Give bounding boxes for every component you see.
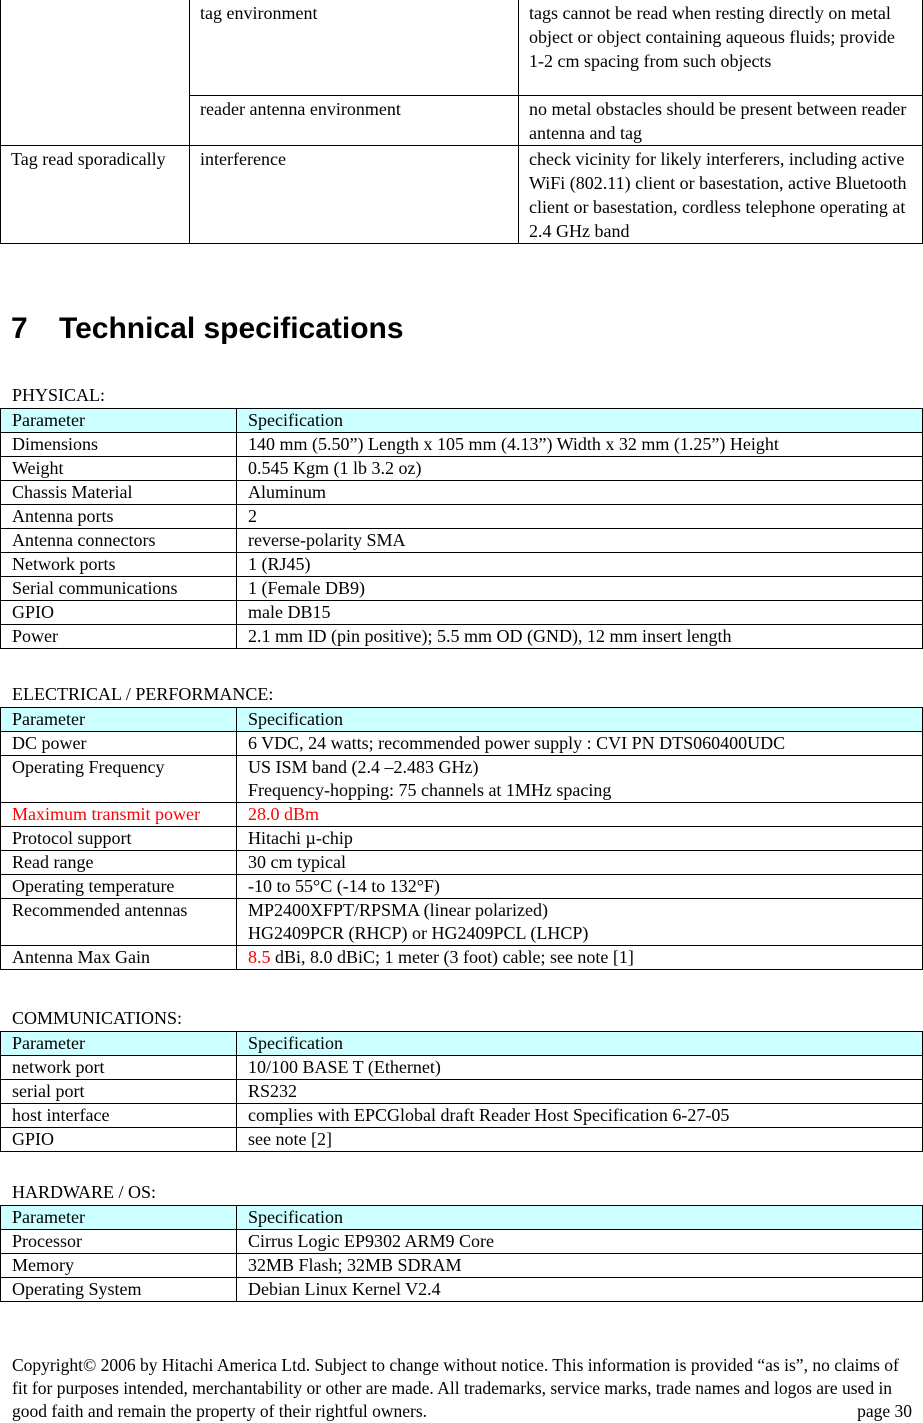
spec-cell: 6 VDC, 24 watts; recommended power supply : CVI PN DTS060400UDC: [237, 732, 923, 756]
header-specification: Specification: [237, 1032, 923, 1056]
table-row: [1, 1128, 923, 1152]
param-cell: GPIO: [1, 601, 237, 625]
hardware-table: [0, 1205, 923, 1302]
spec-cell: male DB15: [237, 601, 923, 625]
copyright-notice: Copyright© 2006 by Hitachi America Ltd. Subject to change without notice. This information is provided “as is”, no claims of fit for purposes intended, merchantability or other are made. All trademarks, service marks, trade names and logos are used in good faith and remain the property of their rightful owners.: [12, 1355, 899, 1421]
spec-cell: 10/100 BASE T (Ethernet): [237, 1056, 923, 1080]
table-row: [1, 756, 923, 803]
table-header: [1, 1206, 923, 1230]
spec-cell: reverse-polarity SMA: [237, 529, 923, 553]
param-cell: Operating Frequency: [1, 756, 237, 803]
spec-cell: RS232: [237, 1080, 923, 1104]
table-row: [1, 732, 923, 756]
param-cell: Antenna ports: [1, 505, 237, 529]
param-cell: Dimensions: [1, 433, 237, 457]
section-number: 7: [11, 312, 28, 345]
spec-cell: 2: [237, 505, 923, 529]
spec-cell: 30 cm typical: [237, 851, 923, 875]
param-cell: Operating temperature: [1, 875, 237, 899]
gain-rest: dBi, 8.0 dBiC; 1 meter (3 foot) cable; see note [1]: [270, 947, 634, 967]
cause-cell: interference: [190, 146, 519, 244]
table-header: [1, 708, 923, 732]
param-cell: Power: [1, 625, 237, 649]
action-cell: tags cannot be read when resting directly on metal object or object containing aqueous fluids; provide 1-2 cm spacing from such objects: [519, 0, 923, 96]
physical-label: PHYSICAL:: [12, 385, 106, 405]
param-cell: Read range: [1, 851, 237, 875]
header-parameter: Parameter: [1, 409, 237, 433]
param-cell: GPIO: [1, 1128, 237, 1152]
symptom-cell: [1, 0, 190, 146]
table-row: [1, 457, 923, 481]
table-row: [1, 851, 923, 875]
header-specification: Specification: [237, 708, 923, 732]
spec-line: Frequency-hopping: 75 channels at 1MHz spacing: [248, 780, 612, 800]
spec-cell: Aluminum: [237, 481, 923, 505]
param-cell: Maximum transmit power: [1, 803, 237, 827]
spec-cell: 1 (RJ45): [237, 553, 923, 577]
spec-cell: 32MB Flash; 32MB SDRAM: [237, 1254, 923, 1278]
cause-cell: reader antenna environment: [190, 96, 519, 146]
table-row: [1, 553, 923, 577]
table-row: [1, 803, 923, 827]
param-cell: Network ports: [1, 553, 237, 577]
table-row: [1, 1080, 923, 1104]
table-row: [1, 625, 923, 649]
table-row: [1, 946, 923, 970]
table-row: [1, 433, 923, 457]
electrical-label: ELECTRICAL / PERFORMANCE:: [12, 684, 274, 704]
header-parameter: Parameter: [1, 1206, 237, 1230]
header-specification: Specification: [237, 409, 923, 433]
param-cell: Antenna connectors: [1, 529, 237, 553]
spec-cell: [237, 899, 923, 946]
param-cell: Protocol support: [1, 827, 237, 851]
table-row: [1, 601, 923, 625]
spec-cell: Debian Linux Kernel V2.4: [237, 1278, 923, 1302]
spec-cell: -10 to 55°C (-14 to 132°F): [237, 875, 923, 899]
header-parameter: Parameter: [1, 708, 237, 732]
spec-cell: 28.0 dBm: [237, 803, 923, 827]
table-row: [1, 481, 923, 505]
table-row: [1, 899, 923, 946]
spec-cell: complies with EPCGlobal draft Reader Host Specification 6-27-05: [237, 1104, 923, 1128]
symptom-cell: Tag read sporadically: [1, 146, 190, 244]
action-cell: check vicinity for likely interferers, including active WiFi (802.11) client or basestation, active Bluetooth client or basestation, cordless telephone operating at 2.4 GHz band: [519, 146, 923, 244]
spec-cell: Cirrus Logic EP9302 ARM9 Core: [237, 1230, 923, 1254]
spec-cell: 0.545 Kgm (1 lb 3.2 oz): [237, 457, 923, 481]
table-header: [1, 409, 923, 433]
param-cell: Weight: [1, 457, 237, 481]
spec-line: HG2409PCR (RHCP) or HG2409PCL (LHCP): [248, 923, 589, 943]
table-row: [1, 577, 923, 601]
table-row: [1, 827, 923, 851]
physical-table: [0, 408, 923, 649]
hardware-label: HARDWARE / OS:: [12, 1182, 157, 1202]
param-cell: Operating System: [1, 1278, 237, 1302]
param-cell: serial port: [1, 1080, 237, 1104]
param-cell: Processor: [1, 1230, 237, 1254]
electrical-table: [0, 707, 923, 970]
communications-table: [0, 1031, 923, 1152]
table-row: [1, 1278, 923, 1302]
table-row: [1, 146, 923, 244]
spec-cell: 1 (Female DB9): [237, 577, 923, 601]
spec-cell: Hitachi µ-chip: [237, 827, 923, 851]
table-header: [1, 1032, 923, 1056]
table-row: [1, 529, 923, 553]
page-footer: [12, 1354, 912, 1423]
header-specification: Specification: [237, 1206, 923, 1230]
gain-value: 8.5: [248, 947, 271, 967]
param-cell: Serial communications: [1, 577, 237, 601]
spec-line: MP2400XFPT/RPSMA (linear polarized): [248, 900, 548, 920]
param-cell: Recommended antennas: [1, 899, 237, 946]
spec-cell: 2.1 mm ID (pin positive); 5.5 mm OD (GND), 12 mm insert length: [237, 625, 923, 649]
table-row: [1, 1104, 923, 1128]
param-cell: DC power: [1, 732, 237, 756]
section-title: Technical specifications: [59, 312, 404, 345]
table-row: [1, 1230, 923, 1254]
table-row: [1, 0, 923, 96]
header-parameter: Parameter: [1, 1032, 237, 1056]
action-cell: no metal obstacles should be present between reader antenna and tag: [519, 96, 923, 146]
section-heading: [11, 312, 404, 346]
table-row: [1, 1254, 923, 1278]
param-cell: network port: [1, 1056, 237, 1080]
spec-cell: [237, 756, 923, 803]
communications-label: COMMUNICATIONS:: [12, 1008, 183, 1028]
page-number: page 30: [857, 1401, 912, 1421]
param-cell: Memory: [1, 1254, 237, 1278]
table-row: [1, 875, 923, 899]
param-cell: Chassis Material: [1, 481, 237, 505]
spec-cell: see note [2]: [237, 1128, 923, 1152]
spec-cell: [237, 946, 923, 970]
cause-cell: tag environment: [190, 0, 519, 96]
troubleshooting-table: [0, 0, 923, 244]
param-cell: host interface: [1, 1104, 237, 1128]
param-cell: Antenna Max Gain: [1, 946, 237, 970]
spec-line: US ISM band (2.4 –2.483 GHz): [248, 757, 479, 777]
spec-cell: 140 mm (5.50”) Length x 105 mm (4.13”) Width x 32 mm (1.25”) Height: [237, 433, 923, 457]
table-row: [1, 1056, 923, 1080]
table-row: [1, 505, 923, 529]
